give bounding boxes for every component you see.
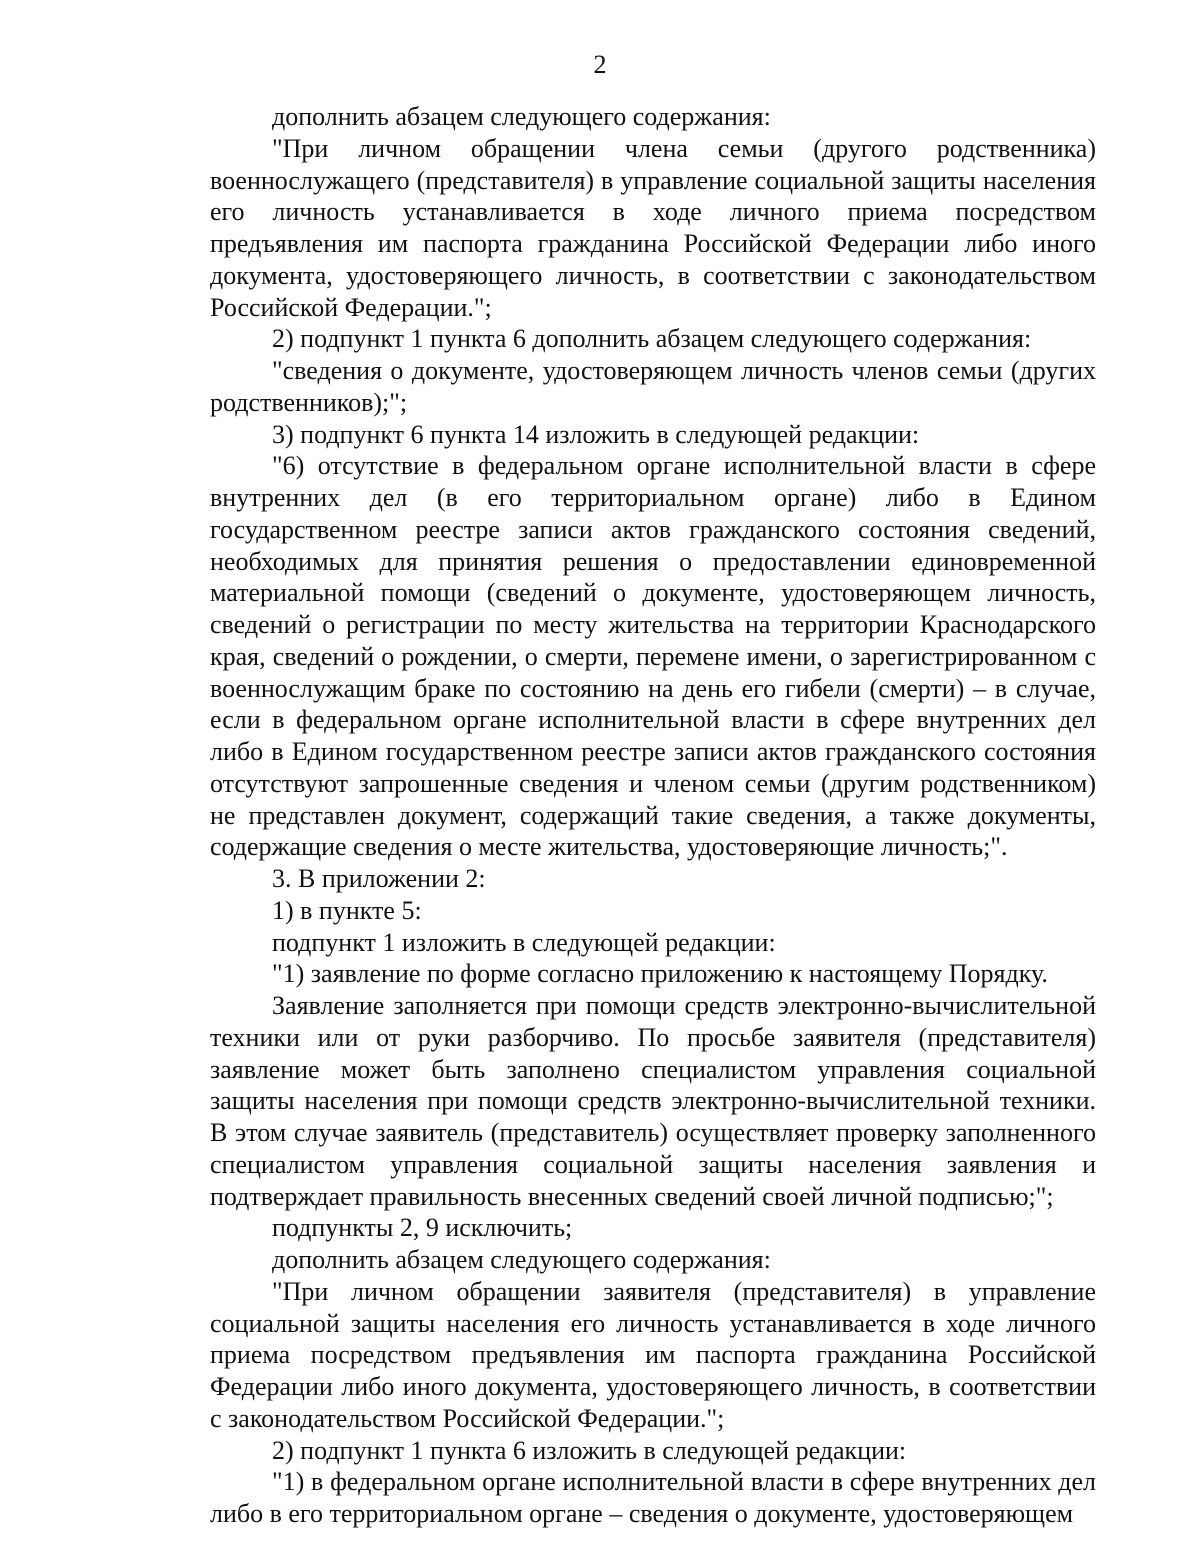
paragraph: Заявление заполняется при помощи средств электронно-вычислительной техники или от руки разборчиво. По просьбе заявителя (представителя) заявление может быть заполнено специалистом управления социальной защиты населения при помощи средств электронно-вычислительной техники. В этом случае заявитель (представитель) осуществляет проверку заполненного специалистом управления социальной защиты населения заявления и подтверждает правильность внесенных сведений своей личной подписью;";: [210, 991, 1096, 1211]
document-body: [210, 101, 1096, 1530]
paragraph: "При личном обращении члена семьи (другого родственника) военнослужащего (представителя) в управление социальной защиты населения его личность устанавливается в ходе личного приема посредством предъявления им паспорта гражданина Российской Федерации либо иного документа, удостоверяющего личность, в соответствии с законодательством Российской Федерации.";: [210, 133, 1096, 322]
paragraph: 3) подпункт 6 пункта 14 изложить в следующей редакции:: [272, 419, 920, 449]
paragraph: "При личном обращении заявителя (представителя) в управление социальной защиты населения его личность устанавливается в ходе личного приема посредством предъявления им паспорта гражданина Российской Федерации либо иного документа, удостоверяющего личность, в соответствии с законодательством Российской Федерации.";: [210, 1276, 1096, 1433]
paragraph: подпункты 2, 9 исключить;: [272, 1213, 573, 1243]
paragraph: "сведения о документе, удостоверяющем личность членов семьи (других родственников);";: [210, 356, 1096, 417]
paragraph: подпункт 1 изложить в следующей редакции:: [272, 927, 776, 957]
paragraph: 2) подпункт 1 пункта 6 изложить в следующей редакции:: [272, 1435, 907, 1465]
paragraph: 1) в пункте 5:: [272, 895, 422, 925]
paragraph: дополнить абзацем следующего содержания:: [272, 102, 771, 131]
page-number: 2: [593, 50, 607, 79]
paragraph: 3. В приложении 2:: [272, 864, 486, 893]
paragraph: "1) в федеральном органе исполнительной власти в сфере внутренних дел либо в его территориальном органе – сведения о документе, удостоверяющем: [210, 1467, 1096, 1528]
paragraph: "1) заявление по форме согласно приложению к настоящему Порядку.: [272, 959, 1048, 989]
paragraph: дополнить абзацем следующего содержания:: [272, 1245, 771, 1274]
paragraph: "6) отсутствие в федеральном органе исполнительной власти в сфере внутренних дел (в его территориальном органе) либо в Едином государственном реестре записи актов гражданского состояния сведений, необходимых для принятия решения о предоставлении единовременной материальной помощи (сведений о документе, удостоверяющем личность, сведений о регистрации по месту жительства на территории Краснодарского края, сведений о рождении, о смерти, перемене имени, о зарегистрированном с военнослужащим браке по состоянию на день его гибели (смерти) – в случае, если в федеральном органе исполнительной власти в сфере внутренних дел либо в Едином государственном реестре записи актов гражданского состояния отсутствуют запрошенные сведения и членом семьи (другим родственником) не представлен документ, содержащий такие сведения, а также документы, содержащие сведения о месте жительства, удостоверяющие личность;".: [210, 451, 1096, 862]
paragraph: 2) подпункт 1 пункта 6 дополнить абзацем следующего содержания:: [272, 324, 1032, 354]
